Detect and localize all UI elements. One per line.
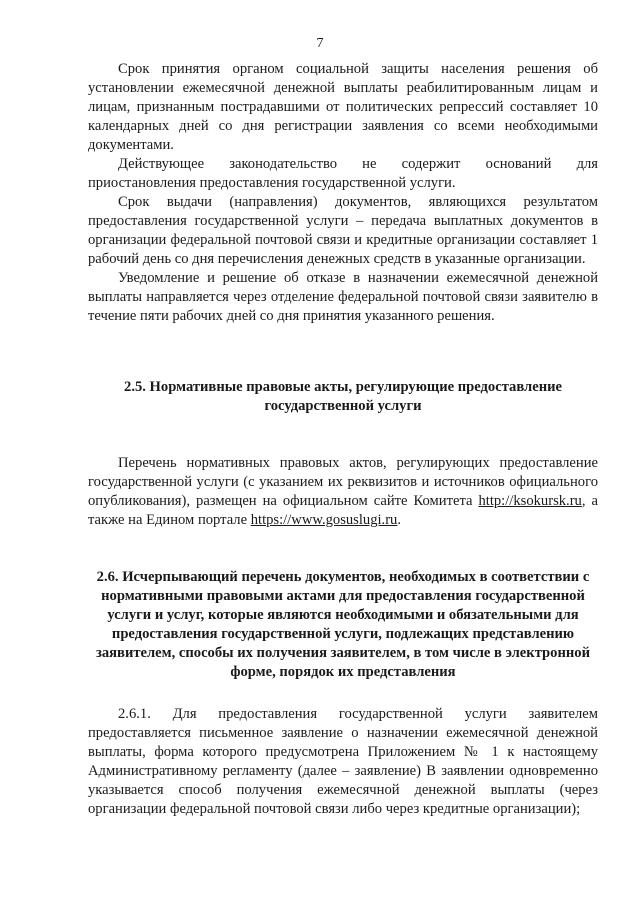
paragraph-no-suspension: Действующее законодательство не содержит оснований для приостановления предоставления государственной услуги. bbox=[88, 156, 598, 191]
gosuslugi-portal-link[interactable]: https://www.gosuslugi.ru bbox=[250, 512, 398, 528]
paragraph-issue-term: Срок выдачи (направления) документов, являющихся результатом предоставления государственной услуги – передача выплатных документов в организации федеральной почтовой связи и кредитные организации составляет 1 рабочий день со дня перечисления денежных средств в указанные организации. bbox=[88, 194, 598, 267]
heading-section-2-5: 2.5. Нормативные правовые акты, регулирующие предоставление государственной услуги bbox=[124, 379, 562, 414]
heading-section-2-6: 2.6. Исчерпывающий перечень документов, необходимых в соответствии с нормативными правовыми актами для предоставления государственной услуги и услуг, которые являются необходимыми и обязательными для предоставления государственной услуги, подлежащих представлению заявителем, способы их получения заявителем, в том числе в электронной форме, порядок их представления bbox=[96, 569, 590, 680]
paragraph-2-6-1: 2.6.1. Для предоставления государственной услуги заявителем предоставляется письменное заявление о назначении ежемесячной денежной выплаты, форма которого предусмотрена Приложением № 1 к настоящему Административному регламенту (далее – заявление) В заявлении одновременно указывается способ получения ежемесячной денежной выплаты (через организации федеральной почтовой связи либо через кредитные организации); bbox=[88, 706, 598, 817]
document-body bbox=[88, 60, 598, 819]
paragraph-refusal-notice: Уведомление и решение об отказе в назначении ежемесячной денежной выплаты направляется через отделение федеральной почтовой связи заявителю в течение пяти рабочих дней со дня принятия указанного решения. bbox=[88, 270, 598, 324]
paragraph-legal-acts bbox=[88, 454, 598, 530]
legal-acts-text-1: Перечень нормативных правовых актов, регулирующих предоставление государственной услуги (с указанием их реквизитов и источников официального опубликования), размещен на официальном сайте Комитета bbox=[88, 455, 598, 509]
page-number: 7 bbox=[316, 36, 324, 51]
committee-site-link[interactable]: http://ksokursk.ru bbox=[478, 493, 582, 509]
paragraph-decision-term: Срок принятия органом социальной защиты населения решения об установлении ежемесячной денежной выплаты реабилитированным лицам и лицам, признанным пострадавшими от политических репрессий составляет 10 календарных дней со дня регистрации заявления со всеми необходимыми документами. bbox=[88, 61, 598, 153]
legal-acts-text-2: , а также на Едином портале bbox=[88, 493, 598, 528]
legal-acts-text-3: . bbox=[397, 512, 402, 528]
